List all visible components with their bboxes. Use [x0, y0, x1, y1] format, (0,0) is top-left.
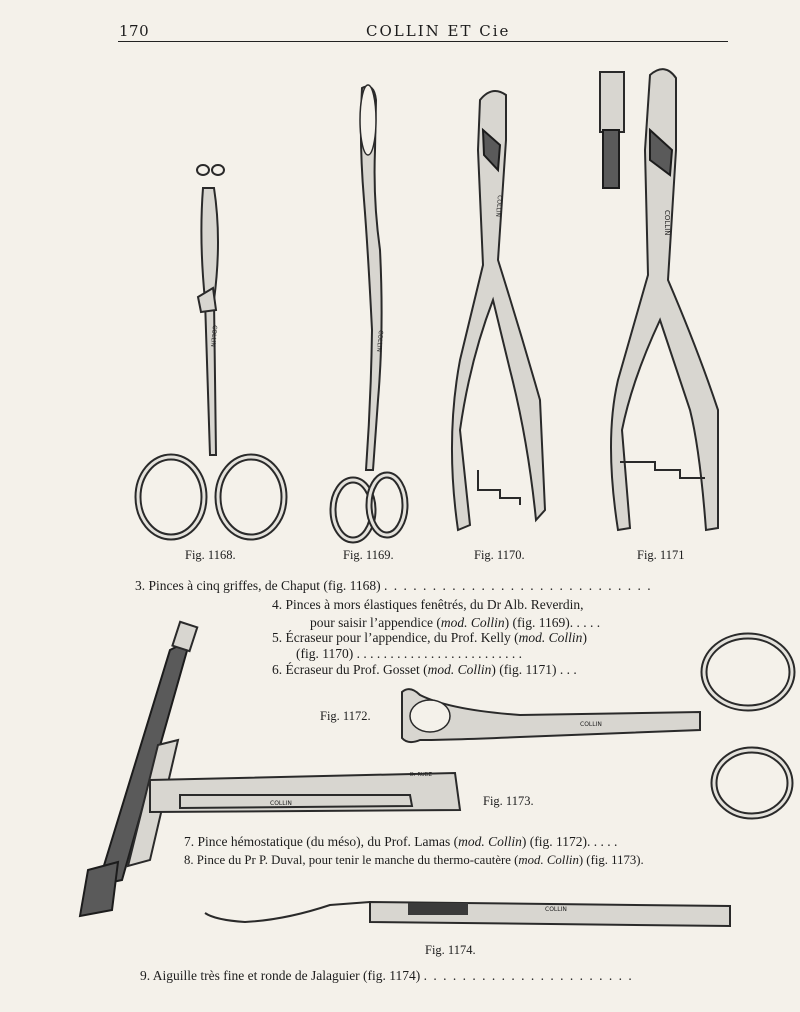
item-3-dots: . . . . . . . . . . . . . . . . . . . . . . . . . . . .: [383, 578, 653, 593]
item-4-mod: mod. Collin: [440, 615, 505, 630]
item-8: [184, 853, 644, 868]
fig-1170-engraving: COLLIN: [494, 194, 503, 218]
item-5-line1: [272, 630, 587, 646]
fig-1171-label: Fig. 1171: [637, 548, 685, 562]
item-7: [184, 834, 617, 850]
item-6-mod: mod. Collin: [427, 662, 492, 677]
fig-1172-engraving: COLLIN: [580, 721, 602, 728]
fig-1171-engraving: COLLIN: [663, 210, 671, 236]
fig-1173-label: Fig. 1173.: [483, 794, 534, 808]
item-4-post: ) (fig. 1169). . . . .: [504, 615, 601, 630]
item-9-text: 9. Aiguille très fine et ronde de Jalaguier (fig. 1174): [140, 968, 421, 983]
item-7-pre: 7. Pince hémostatique (du méso), du Prof. Lamas (: [184, 834, 459, 849]
fig-1174-label: Fig. 1174.: [425, 943, 476, 957]
item-5-line2: (fig. 1170) . . . . . . . . . . . . . . . . . . . . . . . . .: [296, 646, 522, 661]
fig-1173-engraving-2: Dr RUDZ: [410, 772, 432, 778]
fig-1172-label: Fig. 1172.: [320, 709, 371, 723]
fig-1169-forceps-illustration: [333, 85, 405, 540]
item-6: [272, 662, 577, 678]
item-8-pre: 8. Pince du Pr P. Duval, pour tenir le manche du thermo-cautère (: [184, 853, 519, 867]
fig-1168-label: Fig. 1168.: [185, 548, 236, 562]
fig-1173-engraving: COLLIN: [270, 800, 292, 807]
page-header-title: COLLIN ET Cie: [366, 22, 511, 40]
item-6-pre: 6. Écraseur du Prof. Gosset (: [272, 662, 428, 677]
item-3: [135, 578, 652, 594]
item-4-line1: 4. Pinces à mors élastiques fenêtrés, du Dr Alb. Reverdin,: [272, 597, 584, 612]
item-9-dots: . . . . . . . . . . . . . . . . . . . . . .: [423, 968, 634, 983]
fig-1169-engraving: COLLIN: [375, 329, 384, 353]
item-8-post: ) (fig. 1173).: [578, 853, 644, 867]
fig-1168-forceps-illustration: [138, 165, 284, 537]
fig-1169-label: Fig. 1169.: [343, 548, 394, 562]
item-9: [140, 968, 633, 984]
fig-1174-needle-illustration: [205, 902, 730, 926]
fig-1171-ecraseur-illustration: [600, 69, 718, 530]
page-number: 170: [119, 22, 150, 40]
item-8-mod: mod. Collin: [518, 853, 579, 867]
fig-1168-engraving: COLLIN: [209, 324, 218, 348]
item-5-post: ): [582, 630, 587, 645]
fig-1170-label: Fig. 1170.: [474, 548, 525, 562]
item-3-text: 3. Pinces à cinq griffes, de Chaput (fig. 1168): [135, 578, 381, 593]
item-5-mod: mod. Collin: [518, 630, 583, 645]
fig-1170-ecraseur-illustration: [452, 91, 545, 530]
item-4-pre: pour saisir l’appendice (: [310, 615, 441, 630]
item-7-post: ) (fig. 1172). . . . .: [521, 834, 618, 849]
item-4-line2: [310, 615, 600, 631]
item-6-post: ) (fig. 1171) . . .: [491, 662, 577, 677]
fig-1174-engraving: COLLIN: [545, 906, 567, 913]
item-7-mod: mod. Collin: [458, 834, 522, 849]
item-5-pre: 5. Écraseur pour l’appendice, du Prof. Kelly (: [272, 630, 519, 645]
